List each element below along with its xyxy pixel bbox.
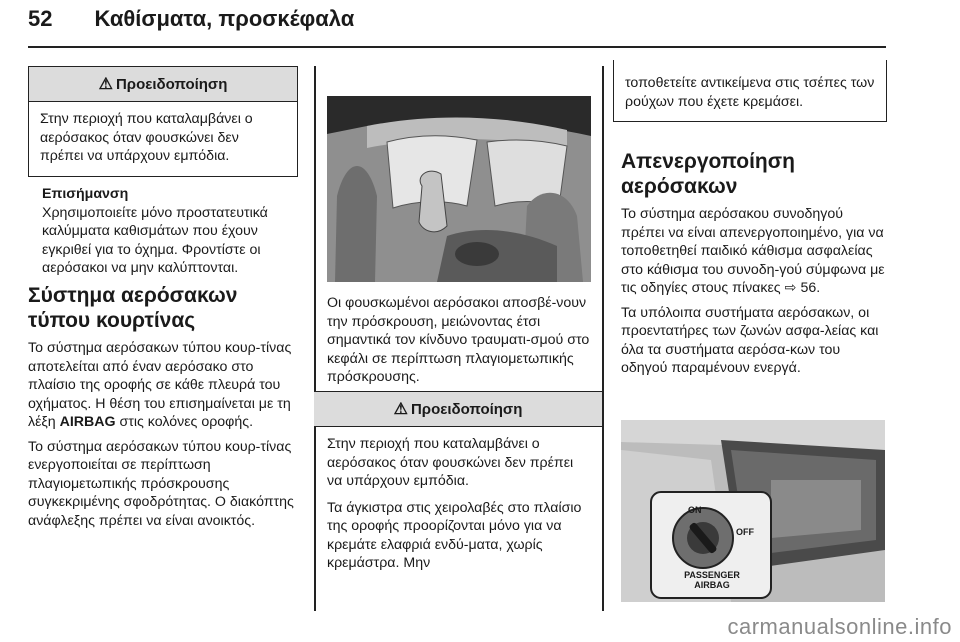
warning-title: Προειδοποίηση [410,400,523,418]
switch-on-label: ON [688,505,702,515]
switch-label-line: AIRBAG [694,580,730,590]
warning-header [314,392,602,427]
warning-box [28,66,298,177]
page-reference-icon: ⇨ [784,280,797,296]
warning-box [314,391,603,582]
curtain-airbag-section [28,283,304,536]
switch-off-label: OFF [736,527,754,537]
warning-header [29,67,297,102]
page-header [28,6,354,32]
note-label: Επισήμανση [42,186,129,202]
curtain-airbag-illustration [327,96,591,282]
paragraph-text: . [816,280,821,296]
paragraph [28,339,304,432]
paragraph-text: Το σύστημα αερόσακου συνοδηγού πρέπει να είναι απενεργοποιημένο, για να τοποθετηθεί παιδικό κάθισμα ασφαλείας στο κάθισμα του συνοδη-γού σύμφωνα με τις οδηγίες στους πίνακες [621,206,885,296]
section-heading: Απενεργοποίηση αερόσακων [621,150,795,198]
illustration-caption [327,294,595,393]
warning-triangle-icon: ⚠ [393,401,408,418]
header-rule [28,46,886,48]
page-reference[interactable]: 56 [800,280,817,296]
note-text: Χρησιμοποιείτε μόνο προστατευτικά καλύμματα καθισμάτων που έχουν εγκριθεί για το όχημα. Φροντίστε οι αερόσακοι να μην καλύπτονται. [42,204,268,276]
warning-text: Στην περιοχή που καταλαμβάνει ο αερόσακος όταν φουσκώνει δεν πρέπει να υπάρχουν εμπόδια. [327,436,574,489]
paragraph [621,205,889,298]
warning-box-continued [613,60,887,122]
note-section [42,185,300,284]
warning-text: Τα άγκιστρα στις χειρολαβές στο πλαίσιο της οροφής προορίζονται μόνο για να κρεμάτε ελαφριά ενδύ-ματα, χωρίς κρεμάστρα. Μην [327,499,582,571]
airbag-switch-illustration [621,420,885,602]
airbag-keyword: AIRBAG [59,414,116,430]
car-interior-image [327,96,591,282]
airbag-deactivation-section [621,149,889,384]
warning-body [614,60,886,121]
section-heading: Σύστημα αερόσακων τύπου κουρτίνας [28,284,238,332]
glovebox-switch-image [621,420,885,602]
warning-body [29,102,297,176]
page-number: 52 [28,6,53,31]
passenger-airbag-label [675,570,749,590]
paragraph-text: Το σύστημα αερόσακων τύπου κουρ-τίνας αποτελείται από έναν αερόσακο στο πλαίσιο της οροφής σε κάθε πλευρά του οχήματος. Η θέση του επισημαίνεται με τη λέξη [28,340,292,430]
caption-text: Οι φουσκωμένοι αερόσακοι αποσβέ-νουν την πρόσκρουση, μειώνοντας έτσι σημαντικά τον κίνδυνο τραυματι-σμού στο κεφάλι σε περίπτωση πλαγιομετωπικής πρόσκρουσης. [327,295,590,385]
warning-title: Προειδοποίηση [115,75,228,93]
paragraph: Το σύστημα αερόσακων τύπου κουρ-τίνας ενεργοποιείται σε περίπτωση πλαγιομετωπικής πρόσκρουσης συγκεκριμένης σφοδρότητας. Ο διακόπτης ανάφλεξης πρέπει να είναι ανοικτός. [28,438,294,529]
switch-label-line: PASSENGER [684,570,740,580]
paragraph: Τα υπόλοιπα συστήματα αερόσακων, οι προεντατήρες των ζωνών ασφα-λείας και όλα τα συστήματα αερόσα-κων του οδηγού παραμένουν ενεργά. [621,304,879,376]
warning-text: τοποθετείτε αντικείμενα στις τσέπες των ρούχων που έχετε κρεμάσει. [625,75,875,110]
watermark: carmanualsonline.info [727,614,952,639]
page-title: Καθίσματα, προσκέφαλα [94,6,355,31]
warning-triangle-icon: ⚠ [98,76,113,93]
warning-body [314,427,602,583]
warning-text: Στην περιοχή που καταλαμβάνει ο αερόσακος όταν φουσκώνει δεν πρέπει να υπάρχουν εμπόδια. [40,111,253,164]
paragraph-text: στις κολόνες οροφής. [115,414,254,430]
